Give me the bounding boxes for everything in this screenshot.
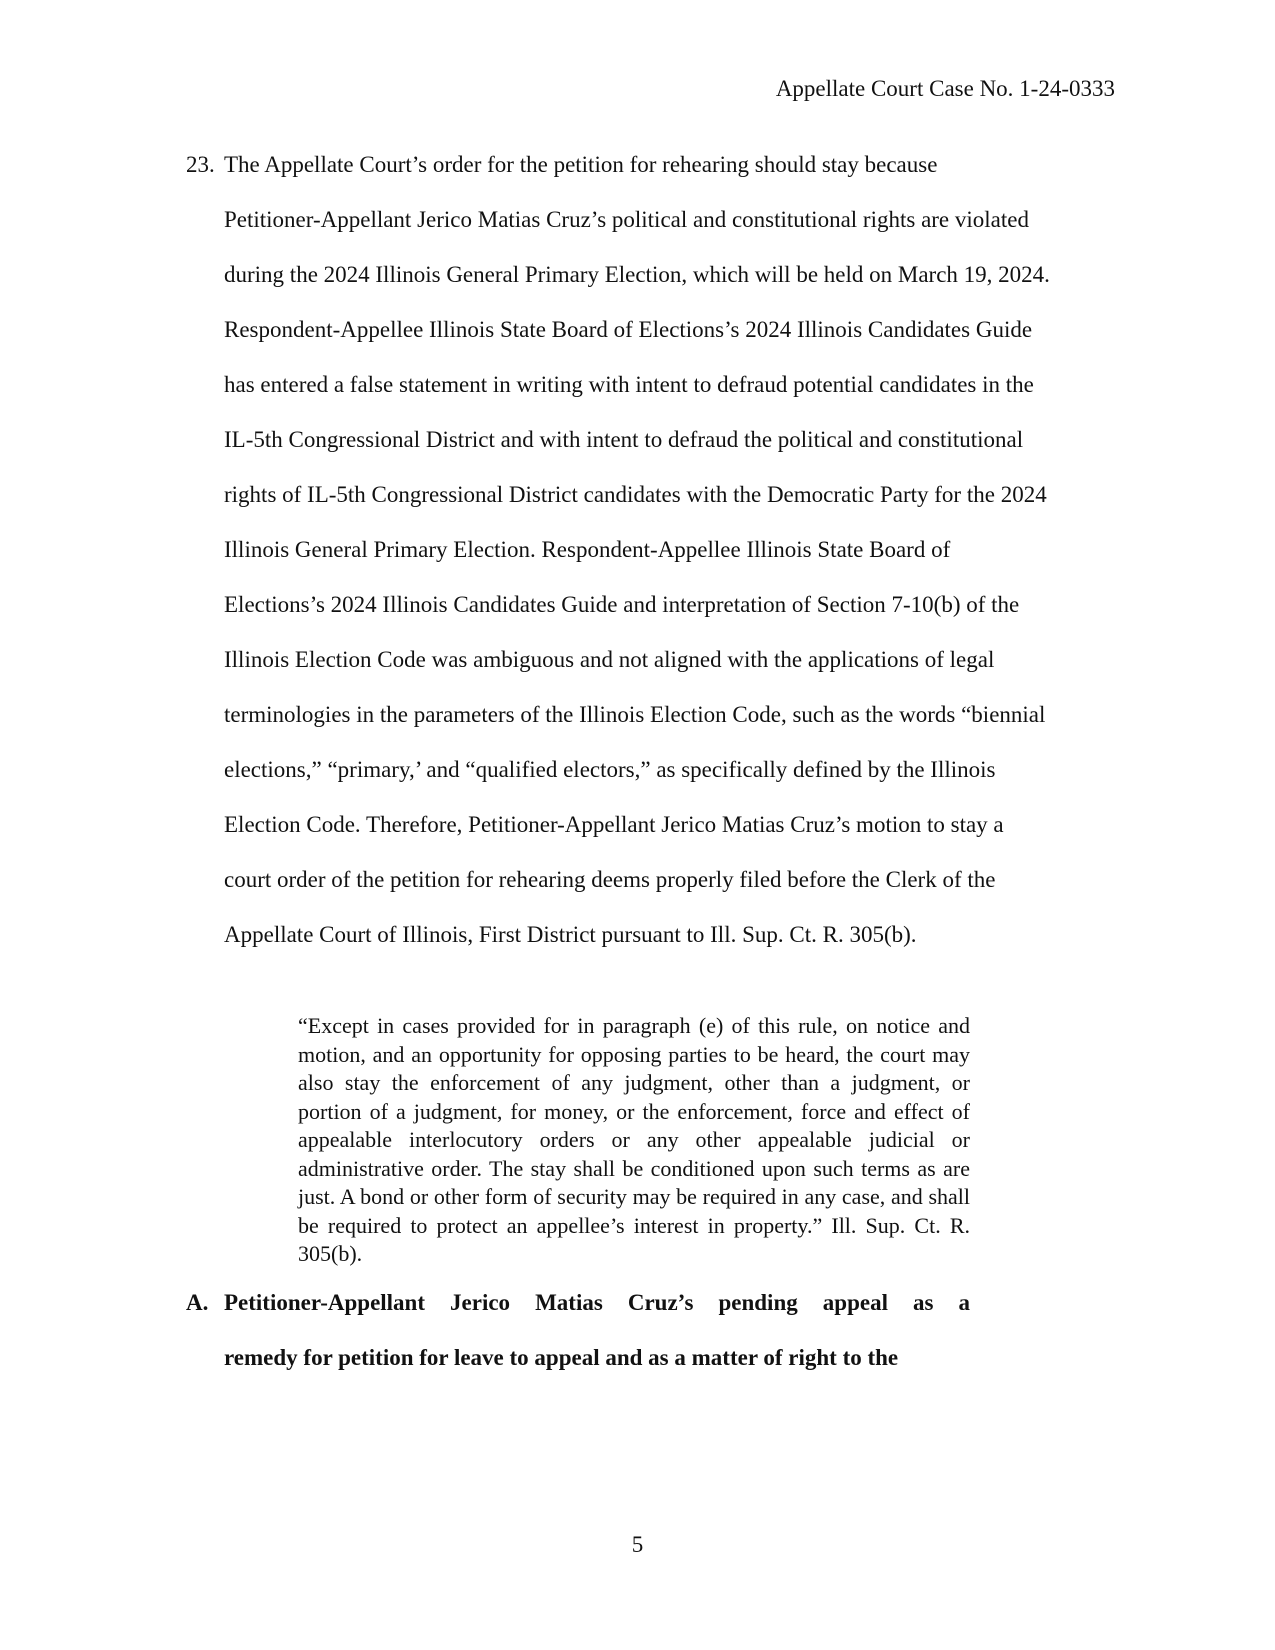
- block-quote: “Except in cases provided for in paragraph (e) of this rule, on notice and motion, and an opportunity for opposing parties to be heard, the court may also stay the enforcement of any judgment, other than a judgment, or portion of a judgment, for money, or the enforcement, force and effect of appealable interlocutory orders or any other appealable judicial or administrative order. The stay shall be conditioned upon such terms as are just. A bond or other form of security may be required in any case, and shall be required to protect an appellee’s interest in property.” Ill. Sup. Ct. R. 305(b).: [298, 1013, 970, 1266]
- case-number-header: Appellate Court Case No. 1-24-0333: [775, 76, 1115, 101]
- paragraph-line: Petitioner-Appellant Jerico Matias Cruz’s political and constitutional rights are violated: [224, 207, 1029, 232]
- page-number: 5: [631, 1532, 644, 1557]
- paragraph-line: Election Code. Therefore, Petitioner-Appellant Jerico Matias Cruz’s motion to stay a: [224, 812, 1004, 837]
- paragraph-line: Illinois Election Code was ambiguous and not aligned with the applications of legal: [224, 647, 995, 672]
- paragraph-line: terminologies in the parameters of the Illinois Election Code, such as the words “biennial: [224, 702, 1046, 727]
- paragraph-line: court order of the petition for rehearing deems properly filed before the Clerk of the: [224, 867, 996, 892]
- paragraph-number: 23.: [186, 152, 215, 177]
- paragraph-line: Illinois General Primary Election. Respondent-Appellee Illinois State Board of: [224, 537, 951, 562]
- section-heading-line: remedy for petition for leave to appeal and as a matter of right to the: [224, 1345, 899, 1370]
- paragraph-line: during the 2024 Illinois General Primary Election, which will be held on March 19, 2024.: [224, 262, 1050, 287]
- section-letter: A.: [186, 1290, 209, 1315]
- paragraph-line: The Appellate Court’s order for the petition for rehearing should stay because: [224, 152, 938, 177]
- paragraph-line: IL-5th Congressional District and with intent to defraud the political and constitutional: [224, 427, 1024, 452]
- paragraph-line: Appellate Court of Illinois, First District pursuant to Ill. Sup. Ct. R. 305(b).: [224, 922, 917, 947]
- paragraph-line: elections,” “primary,’ and “qualified electors,” as specifically defined by the Illinois: [224, 757, 996, 782]
- section-heading-line: Petitioner-Appellant Jerico Matias Cruz’s pending appeal as a: [224, 1290, 970, 1315]
- paragraph-line: Respondent-Appellee Illinois State Board of Elections’s 2024 Illinois Candidates Guide: [224, 317, 1033, 342]
- paragraph-line: Elections’s 2024 Illinois Candidates Guide and interpretation of Section 7-10(b) of the: [224, 592, 1020, 617]
- paragraph-line: has entered a false statement in writing with intent to defraud potential candidates in the: [224, 372, 1034, 397]
- paragraph-line: rights of IL-5th Congressional District candidates with the Democratic Party for the 2024: [224, 482, 1047, 507]
